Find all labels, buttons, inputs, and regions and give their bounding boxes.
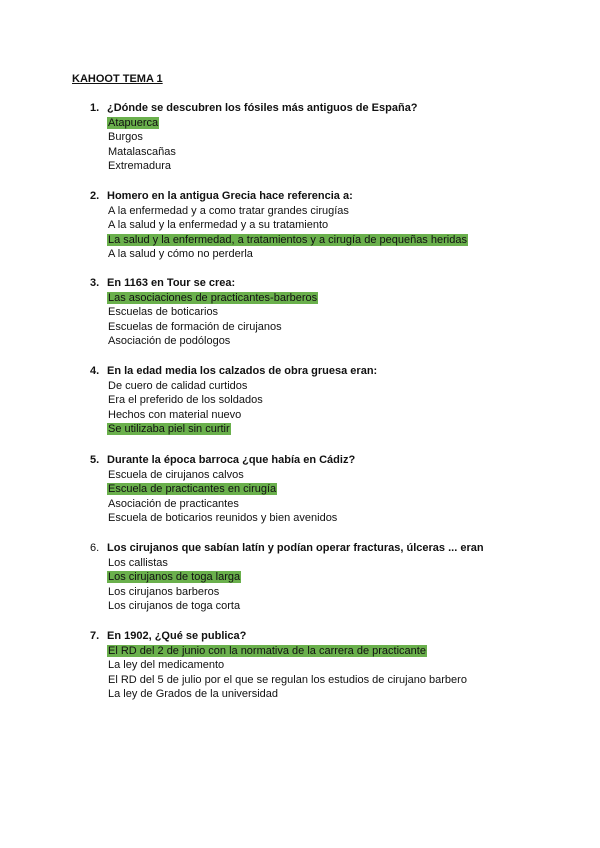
answer-list — [90, 644, 550, 702]
answer-option: El RD del 5 de julio por el que se regulan los estudios de cirujano barbero — [108, 673, 467, 686]
answer-option: Escuelas de formación de cirujanos — [108, 320, 282, 333]
question-number: 1. — [90, 102, 100, 114]
question-text: En 1902, ¿Qué se publica? — [107, 630, 247, 642]
answer-correct: Se utilizaba piel sin curtir — [108, 423, 230, 435]
answer-list — [90, 556, 550, 614]
answer-option: Asociación de practicantes — [108, 497, 239, 510]
answer-correct: Escuela de practicantes en cirugía — [108, 483, 277, 495]
question-text: En 1163 en Tour se crea: — [107, 277, 236, 289]
answer-list — [90, 204, 550, 262]
question-number: 4. — [90, 365, 100, 377]
answer-option: Extremadura — [108, 160, 171, 172]
question-text: ¿Dónde se descubren los fósiles más antiguos de España? — [107, 102, 418, 114]
question-text: En la edad media los calzados de obra gruesa eran: — [107, 365, 378, 377]
answer-option: A la salud y cómo no perderla — [108, 248, 253, 260]
answer-correct: La salud y la enfermedad, a tratamientos y a cirugía de pequeñas heridas — [108, 233, 467, 246]
answer-option: Matalascañas — [108, 145, 176, 158]
answer-option: Escuelas de boticarios — [108, 306, 219, 318]
question-7 — [90, 629, 550, 702]
answer-option: Escuela de cirujanos calvos — [108, 468, 244, 481]
answer-option: Burgos — [108, 131, 143, 143]
answer-list — [90, 468, 550, 526]
question-6 — [90, 541, 550, 614]
answer-list — [90, 291, 550, 349]
answer-option: Los cirujanos barberos — [108, 585, 220, 598]
question-text: Durante la época barroca ¿que había en Cádiz? — [107, 454, 356, 466]
answer-correct: Los cirujanos de toga larga — [108, 571, 241, 583]
answer-option: Era el preferido de los soldados — [108, 394, 263, 406]
question-4 — [90, 364, 550, 437]
question-number: 3. — [90, 277, 100, 289]
answer-option: A la salud y la enfermedad y a su tratamiento — [108, 219, 329, 231]
answer-option: De cuero de calidad curtidos — [108, 379, 248, 392]
question-number: 7. — [90, 630, 100, 642]
question-2 — [90, 189, 550, 262]
answer-correct: El RD del 2 de junio con la normativa de la carrera de practicante — [108, 644, 426, 657]
answer-correct: Atapuerca — [108, 116, 159, 129]
answer-option: Hechos con material nuevo — [108, 408, 242, 421]
question-1 — [90, 101, 550, 174]
question-number: 6. — [90, 542, 100, 554]
answer-correct: Las asociaciones de practicantes-barberos — [108, 291, 318, 304]
answer-list — [90, 116, 550, 174]
answer-option: La ley del medicamento — [108, 659, 225, 671]
answer-option: La ley de Grados de la universidad — [108, 688, 278, 700]
question-3 — [90, 276, 550, 349]
document-title: KAHOOT TEMA 1 — [72, 73, 163, 85]
answer-option: A la enfermedad y a como tratar grandes cirugías — [108, 204, 349, 217]
question-number: 2. — [90, 190, 100, 202]
question-text: Los cirujanos que sabían latín y podían operar fracturas, úlceras ... eran — [107, 542, 484, 554]
question-number: 5. — [90, 454, 100, 466]
answer-option: Escuela de boticarios reunidos y bien avenidos — [108, 512, 338, 524]
answer-option: Asociación de podólogos — [108, 335, 231, 347]
answer-option: Los callistas — [108, 556, 168, 569]
question-5 — [90, 453, 550, 526]
answer-list — [90, 379, 550, 437]
answer-option: Los cirujanos de toga corta — [108, 600, 241, 612]
question-text: Homero en la antigua Grecia hace referencia a: — [107, 190, 353, 202]
